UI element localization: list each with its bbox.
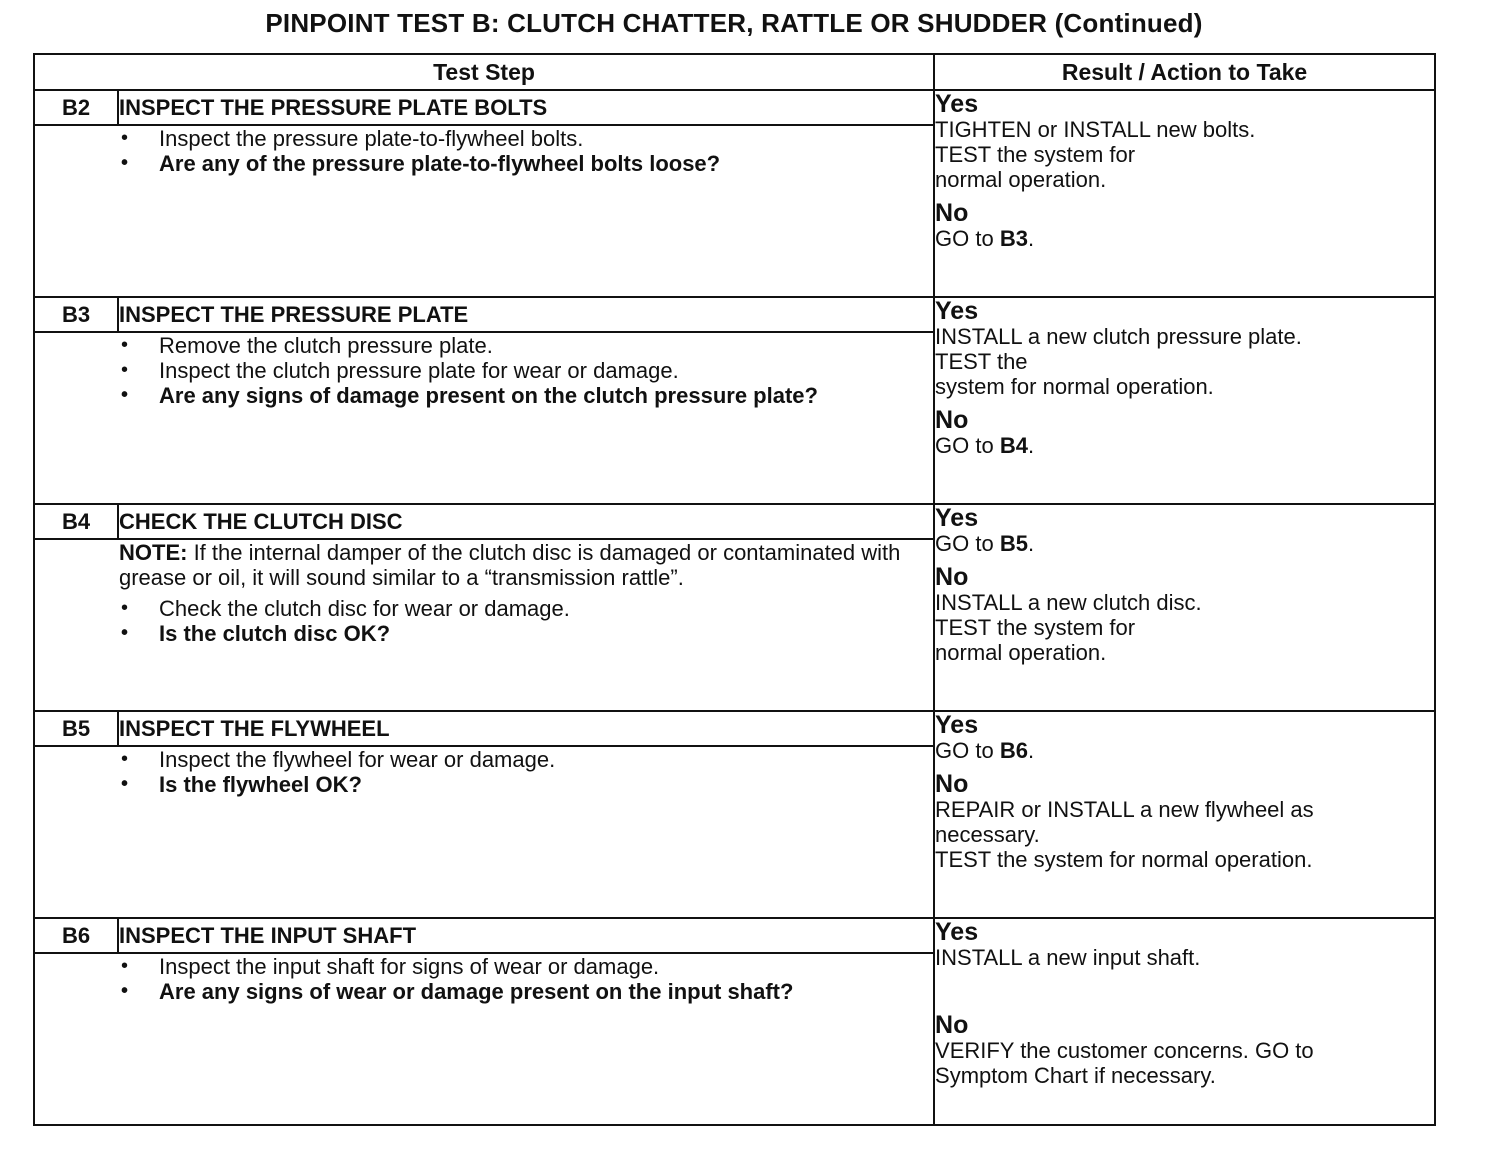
- result-line: TEST the system for: [935, 615, 1136, 640]
- goto-suffix: .: [1027, 433, 1035, 458]
- step-bullet-list: [119, 596, 933, 646]
- goto-prefix: GO to: [935, 738, 1000, 763]
- note-label: NOTE:: [119, 540, 188, 565]
- step-id: B6: [34, 918, 118, 953]
- result-block: [935, 298, 1434, 399]
- result-goto-line: [935, 433, 1434, 458]
- result-block: [935, 712, 1434, 763]
- result-block: [935, 771, 1434, 872]
- goto-prefix: GO to: [935, 531, 1000, 556]
- goto-suffix: .: [1027, 738, 1035, 763]
- result-cell: [934, 504, 1435, 711]
- step-id: B2: [34, 90, 118, 125]
- step-title: CHECK THE CLUTCH DISC: [118, 504, 934, 539]
- step-title: INSPECT THE PRESSURE PLATE BOLTS: [118, 90, 934, 125]
- step-note: [119, 540, 933, 590]
- step-bullet-list: [119, 954, 933, 1004]
- step-bullet-list: [119, 747, 933, 797]
- step-id-spacer: [34, 332, 118, 504]
- step-id-spacer: [34, 953, 118, 1125]
- step-bullet-list: [119, 126, 933, 176]
- result-line: TEST the system for normal operation.: [935, 847, 1313, 872]
- step-title-row: [34, 297, 1435, 332]
- step-title: INSPECT THE PRESSURE PLATE: [118, 297, 934, 332]
- step-title-row: [34, 918, 1435, 953]
- result-label: No: [935, 770, 969, 798]
- result-label: No: [935, 406, 969, 434]
- result-line: Symptom Chart if necessary.: [935, 1063, 1216, 1088]
- step-id-spacer: [34, 539, 118, 711]
- step-question: • Are any signs of wear or damage present on the input shaft?: [119, 979, 933, 1004]
- goto-suffix: .: [1027, 226, 1035, 251]
- goto-step-ref: B6: [999, 738, 1028, 763]
- pinpoint-test-table: [33, 53, 1436, 1126]
- note-text: If the internal damper of the clutch disc is damaged or contaminated with grease or oil, it will sound similar to a “transmission rattle”.: [119, 540, 901, 590]
- step-question: • Is the flywheel OK?: [119, 772, 933, 797]
- step-instruction: • Inspect the input shaft for signs of wear or damage.: [119, 954, 933, 979]
- goto-step-ref: B5: [999, 531, 1028, 556]
- result-line: normal operation.: [935, 640, 1107, 665]
- result-line: INSTALL a new input shaft.: [935, 945, 1201, 970]
- result-line: INSTALL a new clutch disc.: [935, 590, 1202, 615]
- step-instruction: • Inspect the pressure plate-to-flywheel bolts.: [119, 126, 933, 151]
- result-block: [935, 505, 1434, 556]
- step-question: • Is the clutch disc OK?: [119, 621, 933, 646]
- step-body: [118, 953, 934, 1125]
- result-line: REPAIR or INSTALL a new flywheel as: [935, 797, 1314, 822]
- step-id-spacer: [34, 125, 118, 297]
- column-header-test-step: Test Step: [34, 54, 934, 90]
- step-instruction: • Inspect the clutch pressure plate for wear or damage.: [119, 358, 933, 383]
- result-spacer: [935, 978, 1434, 1012]
- result-line: necessary.: [935, 822, 1040, 847]
- result-block: [935, 407, 1434, 458]
- step-instruction: • Check the clutch disc for wear or damage.: [119, 596, 933, 621]
- step-question: • Are any signs of damage present on the clutch pressure plate?: [119, 383, 933, 408]
- result-goto-line: [935, 226, 1434, 251]
- result-label: No: [935, 199, 969, 227]
- result-label: Yes: [935, 711, 979, 739]
- step-title: INSPECT THE FLYWHEEL: [118, 711, 934, 746]
- table-header-row: [34, 54, 1435, 90]
- goto-step-ref: B3: [999, 226, 1028, 251]
- result-label: Yes: [935, 90, 979, 118]
- step-id-spacer: [34, 746, 118, 918]
- result-cell: [934, 297, 1435, 504]
- result-label: Yes: [935, 297, 979, 325]
- result-cell: [934, 711, 1435, 918]
- result-line: TIGHTEN or INSTALL new bolts.: [935, 117, 1256, 142]
- step-id: B5: [34, 711, 118, 746]
- step-instruction: • Remove the clutch pressure plate.: [119, 333, 933, 358]
- result-line: TEST the system for: [935, 142, 1136, 167]
- result-goto-line: [935, 531, 1434, 556]
- result-label: No: [935, 1011, 969, 1039]
- step-body: [118, 125, 934, 297]
- result-block: [935, 919, 1434, 970]
- goto-prefix: GO to: [935, 226, 1000, 251]
- step-question: • Are any of the pressure plate-to-flywheel bolts loose?: [119, 151, 933, 176]
- step-id: B4: [34, 504, 118, 539]
- step-title-row: [34, 90, 1435, 125]
- result-line: normal operation.: [935, 167, 1107, 192]
- goto-prefix: GO to: [935, 433, 1000, 458]
- result-line: VERIFY the customer concerns. GO to: [935, 1038, 1314, 1063]
- goto-step-ref: B4: [999, 433, 1028, 458]
- result-label: Yes: [935, 918, 979, 946]
- step-body: [118, 332, 934, 504]
- result-label: No: [935, 563, 969, 591]
- step-bullet-list: [119, 333, 933, 408]
- step-title-row: [34, 711, 1435, 746]
- result-cell: [934, 90, 1435, 297]
- column-header-result: Result / Action to Take: [934, 54, 1435, 90]
- goto-suffix: .: [1027, 531, 1035, 556]
- step-id: B3: [34, 297, 118, 332]
- result-line: TEST the: [935, 349, 1028, 374]
- step-instruction: • Inspect the flywheel for wear or damage.: [119, 747, 933, 772]
- result-block: [935, 564, 1434, 665]
- step-title-row: [34, 504, 1435, 539]
- result-goto-line: [935, 738, 1434, 763]
- step-body: [118, 539, 934, 711]
- result-block: [935, 200, 1434, 251]
- result-block: [935, 1012, 1434, 1088]
- step-body: [118, 746, 934, 918]
- step-title: INSPECT THE INPUT SHAFT: [118, 918, 934, 953]
- page-title: PINPOINT TEST B: CLUTCH CHATTER, RATTLE OR SHUDDER (Continued): [265, 8, 1203, 38]
- result-label: Yes: [935, 504, 979, 532]
- result-line: INSTALL a new clutch pressure plate.: [935, 324, 1302, 349]
- result-cell: [934, 918, 1435, 1125]
- result-block: [935, 91, 1434, 192]
- result-line: system for normal operation.: [935, 374, 1214, 399]
